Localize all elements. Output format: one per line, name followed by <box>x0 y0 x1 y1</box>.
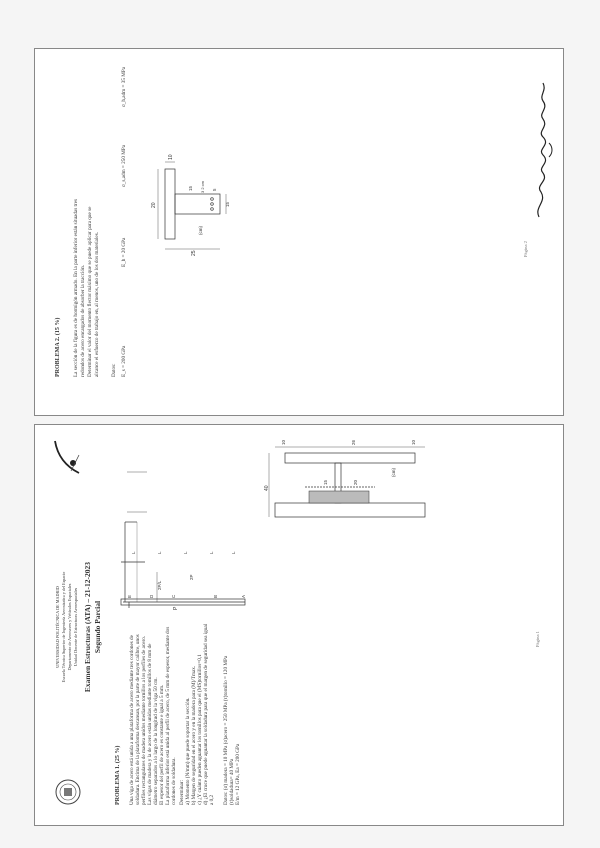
problem-2-line-3: Determinar el valor del momento flector máximo que se puede aplicar para que se <box>87 206 93 377</box>
section-unit-cm: (cm) <box>391 468 396 477</box>
body-line-10: a) Momento (N/mm) que puede soportar la sección. <box>185 697 191 805</box>
body-line-2: soldadura. Encima de la plataforma descansan, por la parte de mayor calibre, unos <box>135 634 141 805</box>
point-b: B <box>213 594 218 598</box>
bar-label: 3 2 cm <box>200 180 205 193</box>
span-3: L <box>183 551 188 554</box>
body-line-5: diámetro separados a lo largo de la longitud de la viga 50 cm. <box>153 677 159 805</box>
page-1-sheet <box>34 424 564 826</box>
span-2: L <box>209 551 214 554</box>
problem-2-line-4: alcance el esfuerzo de trabajo en, al menos, uno de los dos materiales. <box>94 231 100 377</box>
problem-2-line-1: La sección de la figura es de hormigón armado. En la parte inferior están situadas tres <box>73 198 79 377</box>
section-dim-15: 15 <box>323 479 328 485</box>
university-seal-icon <box>55 779 81 805</box>
dim-20: 20 <box>151 202 157 208</box>
school-logo-icon <box>53 439 83 475</box>
dim-15-a: 15 <box>188 185 193 191</box>
body-line-14: a 0,2 <box>209 794 215 805</box>
body-line-1: Una viga de acero está unida a una plataforma de acero mediante tres cordones de <box>129 635 135 805</box>
body-line-9: Determinar: <box>179 779 185 805</box>
body-line-12: c) ¿Y cuánto pueden aguantar los tornillos para que el (MS)tornillos=0,1 <box>197 654 203 805</box>
section-dim-10-a: 10 <box>281 439 286 445</box>
header-line-2: Escuela Técnica Superior de Ingeniería Aeronáutica y del Espacio <box>61 571 66 683</box>
data-line-3: E/m = 12 GPa, Ea = 200 GPa <box>235 743 241 805</box>
page-2-sheet <box>34 48 564 416</box>
section-dim-10-b: 10 <box>411 439 416 445</box>
concrete-allowable-stress: σ_h,adm = 35 MPa <box>121 66 127 107</box>
section-dim-40: 40 <box>264 485 270 491</box>
problem-1-title: PROBLEMA 1. (25 %) <box>115 745 121 805</box>
problem-2-title: PROBLEMA 2. (15 %) <box>55 317 61 377</box>
data-label: Datos: <box>111 363 117 377</box>
body-line-7: La plataforma inferior está unida al perfil de acero, de 5 mm de espesor, mediante dos <box>165 626 171 805</box>
section-dim-20: 20 <box>353 479 358 485</box>
point-d: D <box>149 594 154 598</box>
cross-section-diagram <box>265 437 435 527</box>
concrete-modulus: E_h = 20 GPa <box>121 237 127 267</box>
page-1-content <box>35 425 565 827</box>
steel-allowable-stress: σ_s,adm = 250 MPa <box>121 144 127 187</box>
page-1-number: Página 1 <box>535 631 540 647</box>
problem-2-line-2: redondos de acero encargados de absorber la tracción. <box>80 265 86 377</box>
body-line-11: b) Margen de seguridad en el acero y en la madera para (M)/Tmax. <box>191 665 197 805</box>
steel-modulus: E_s = 200 GPa <box>121 345 127 377</box>
section-dim-26: 26 <box>351 439 356 445</box>
body-line-13: d) ¿El cruce que puede aguantar la soldadura para que el margen de seguridad sea igual <box>203 623 209 805</box>
point-a: A <box>241 594 246 598</box>
page-2-number: Página 2 <box>523 241 528 257</box>
dim-15-b: 15 <box>225 201 230 207</box>
body-line-4: Las vigas de madera y la de acero están unidas mediante tornillos de 8 mm de <box>147 643 153 805</box>
span-5: L <box>131 551 136 554</box>
exam-subtitle: Segundo Parcial <box>93 600 102 654</box>
body-line-8: cordones de soldadura. <box>171 757 177 805</box>
handwritten-signature <box>531 77 557 227</box>
dim-5: 5 <box>212 188 217 191</box>
dim-10: 10 <box>168 154 174 160</box>
point-c: C <box>171 594 176 598</box>
load-2p: 2P <box>189 574 194 580</box>
header-line-3: Departamento de Aeronaves y Vehículos Espaciales <box>67 583 72 671</box>
body-line-6: El espesor del perfil de acero es constante e igual a 5 mm. <box>159 684 165 805</box>
header-line-1: UNIVERSIDAD POLITÉCNICA DE MADRID <box>55 586 60 668</box>
beam-diagram <box>117 447 247 612</box>
load-distributed: 2P/L <box>157 580 162 590</box>
data-line-2: (τ)soldadura= 40 MPa <box>229 758 235 805</box>
span-4: L <box>157 551 162 554</box>
load-p: P <box>173 606 179 610</box>
page-2-content <box>35 49 565 417</box>
body-line-3: perfiles rectangulares de madera unidos mediante tornillos a los perfiles de acero. <box>141 635 147 805</box>
data-line-1: Datos: (σ) madera = 10 MPa (σ)acero = 250 MPa (τ)tornillo = 120 MPa <box>223 655 229 805</box>
point-e: E <box>127 594 132 598</box>
exam-title: Examen Estructuras (ATA) – 21-12-2023 <box>83 561 92 693</box>
unit-cm: (cm) <box>198 226 203 235</box>
header-line-4: Unidad Docente de Estructuras Aeroespaciales <box>73 587 78 667</box>
t-section-figure <box>140 147 230 257</box>
span-1: L <box>231 551 236 554</box>
dim-25: 25 <box>191 250 197 256</box>
